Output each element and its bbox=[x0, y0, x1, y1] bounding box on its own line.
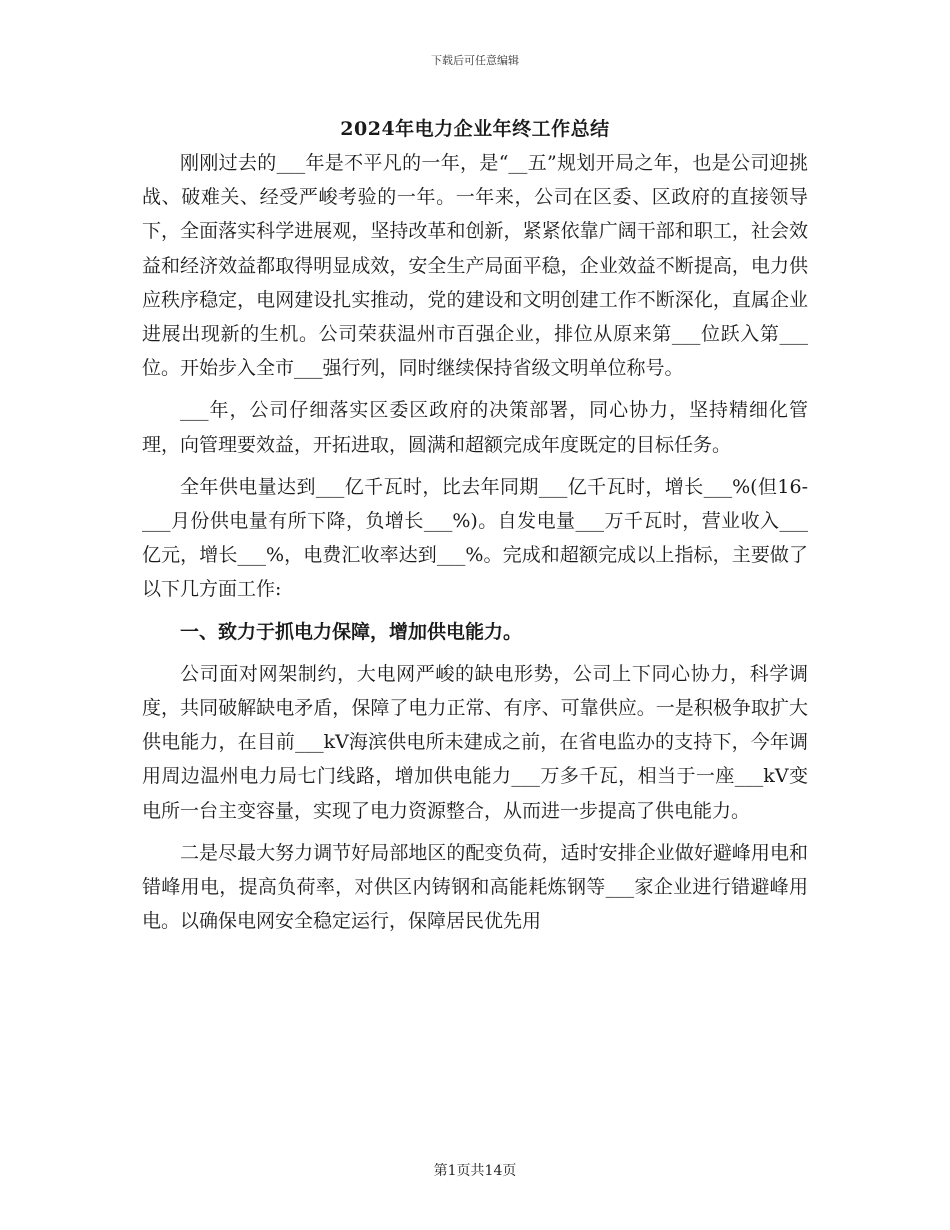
section-heading-1: 一、致力于抓电力保障，增加供电能力。 bbox=[180, 620, 523, 643]
paragraph-power-supply: 公司面对网架制约，大电网严峻的缺电形势，公司上下同心协力，科学调度，共同破解缺电矛盾，保障了电力正常、有序、可靠供应。一是积极争取扩大供电能力，在目前___kV海滨供电所未建成之前，在省电监办的支持下，今年调用周边温州电力局七门线路，增加供电能力___万多千瓦，相当于一座___kV变电所一台主变容量，实现了电力资源整合，从而进一步提高了供电能力。 bbox=[142, 662, 808, 822]
paragraph-indicators: 全年供电量达到___亿千瓦时，比去年同期___亿千瓦时，增长___%(但16-___月份供电量有所下降，负增长___%)。自发电量___万千瓦时，营业收入___亿元，增长___%，电费汇收率达到___%。完成和超额完成以上指标，主要做了以下几方面工作: bbox=[142, 475, 808, 601]
paragraph-load-balancing: 二是尽最大努力调节好局部地区的配变负荷，适时安排企业做好避峰用电和错峰用电，提高负荷率，对供区内铸钢和高能耗炼钢等___家企业进行错避峰用电。以确保电网安全稳定运行，保障居民优先用 bbox=[142, 841, 808, 933]
page-header-note: 下载后可任意编辑 bbox=[431, 54, 519, 67]
page-number: 第1页共14页 bbox=[433, 1163, 517, 1179]
document-title: 2024年电力企业年终工作总结 bbox=[340, 118, 610, 140]
paragraph-intro: 刚刚过去的___年是不平凡的一年，是“__五”规划开局之年，也是公司迎挑战、破难关、经受严峻考验的一年。一年来，公司在区委、区政府的直接领导下，全面落实科学进展观，坚持改革和创新，紧紧依靠广阔干部和职工，社会效益和经济效益都取得明显成效，安全生产局面平稳，企业效益不断提高，电力供应秩序稳定，电网建设扎实推动，党的建设和文明创建工作不断深化，直属企业进展出现新的生机。公司荣获温州市百强企业，排位从原来第___位跃入第___位。开始步入全市___强行列，同时继续保持省级文明单位称号。 bbox=[142, 152, 808, 380]
paragraph-overview: ___年，公司仔细落实区委区政府的决策部署，同心协力，坚持精细化管理，向管理要效益，开拓进取，圆满和超额完成年度既定的目标任务。 bbox=[142, 399, 808, 456]
document-body bbox=[142, 146, 808, 938]
